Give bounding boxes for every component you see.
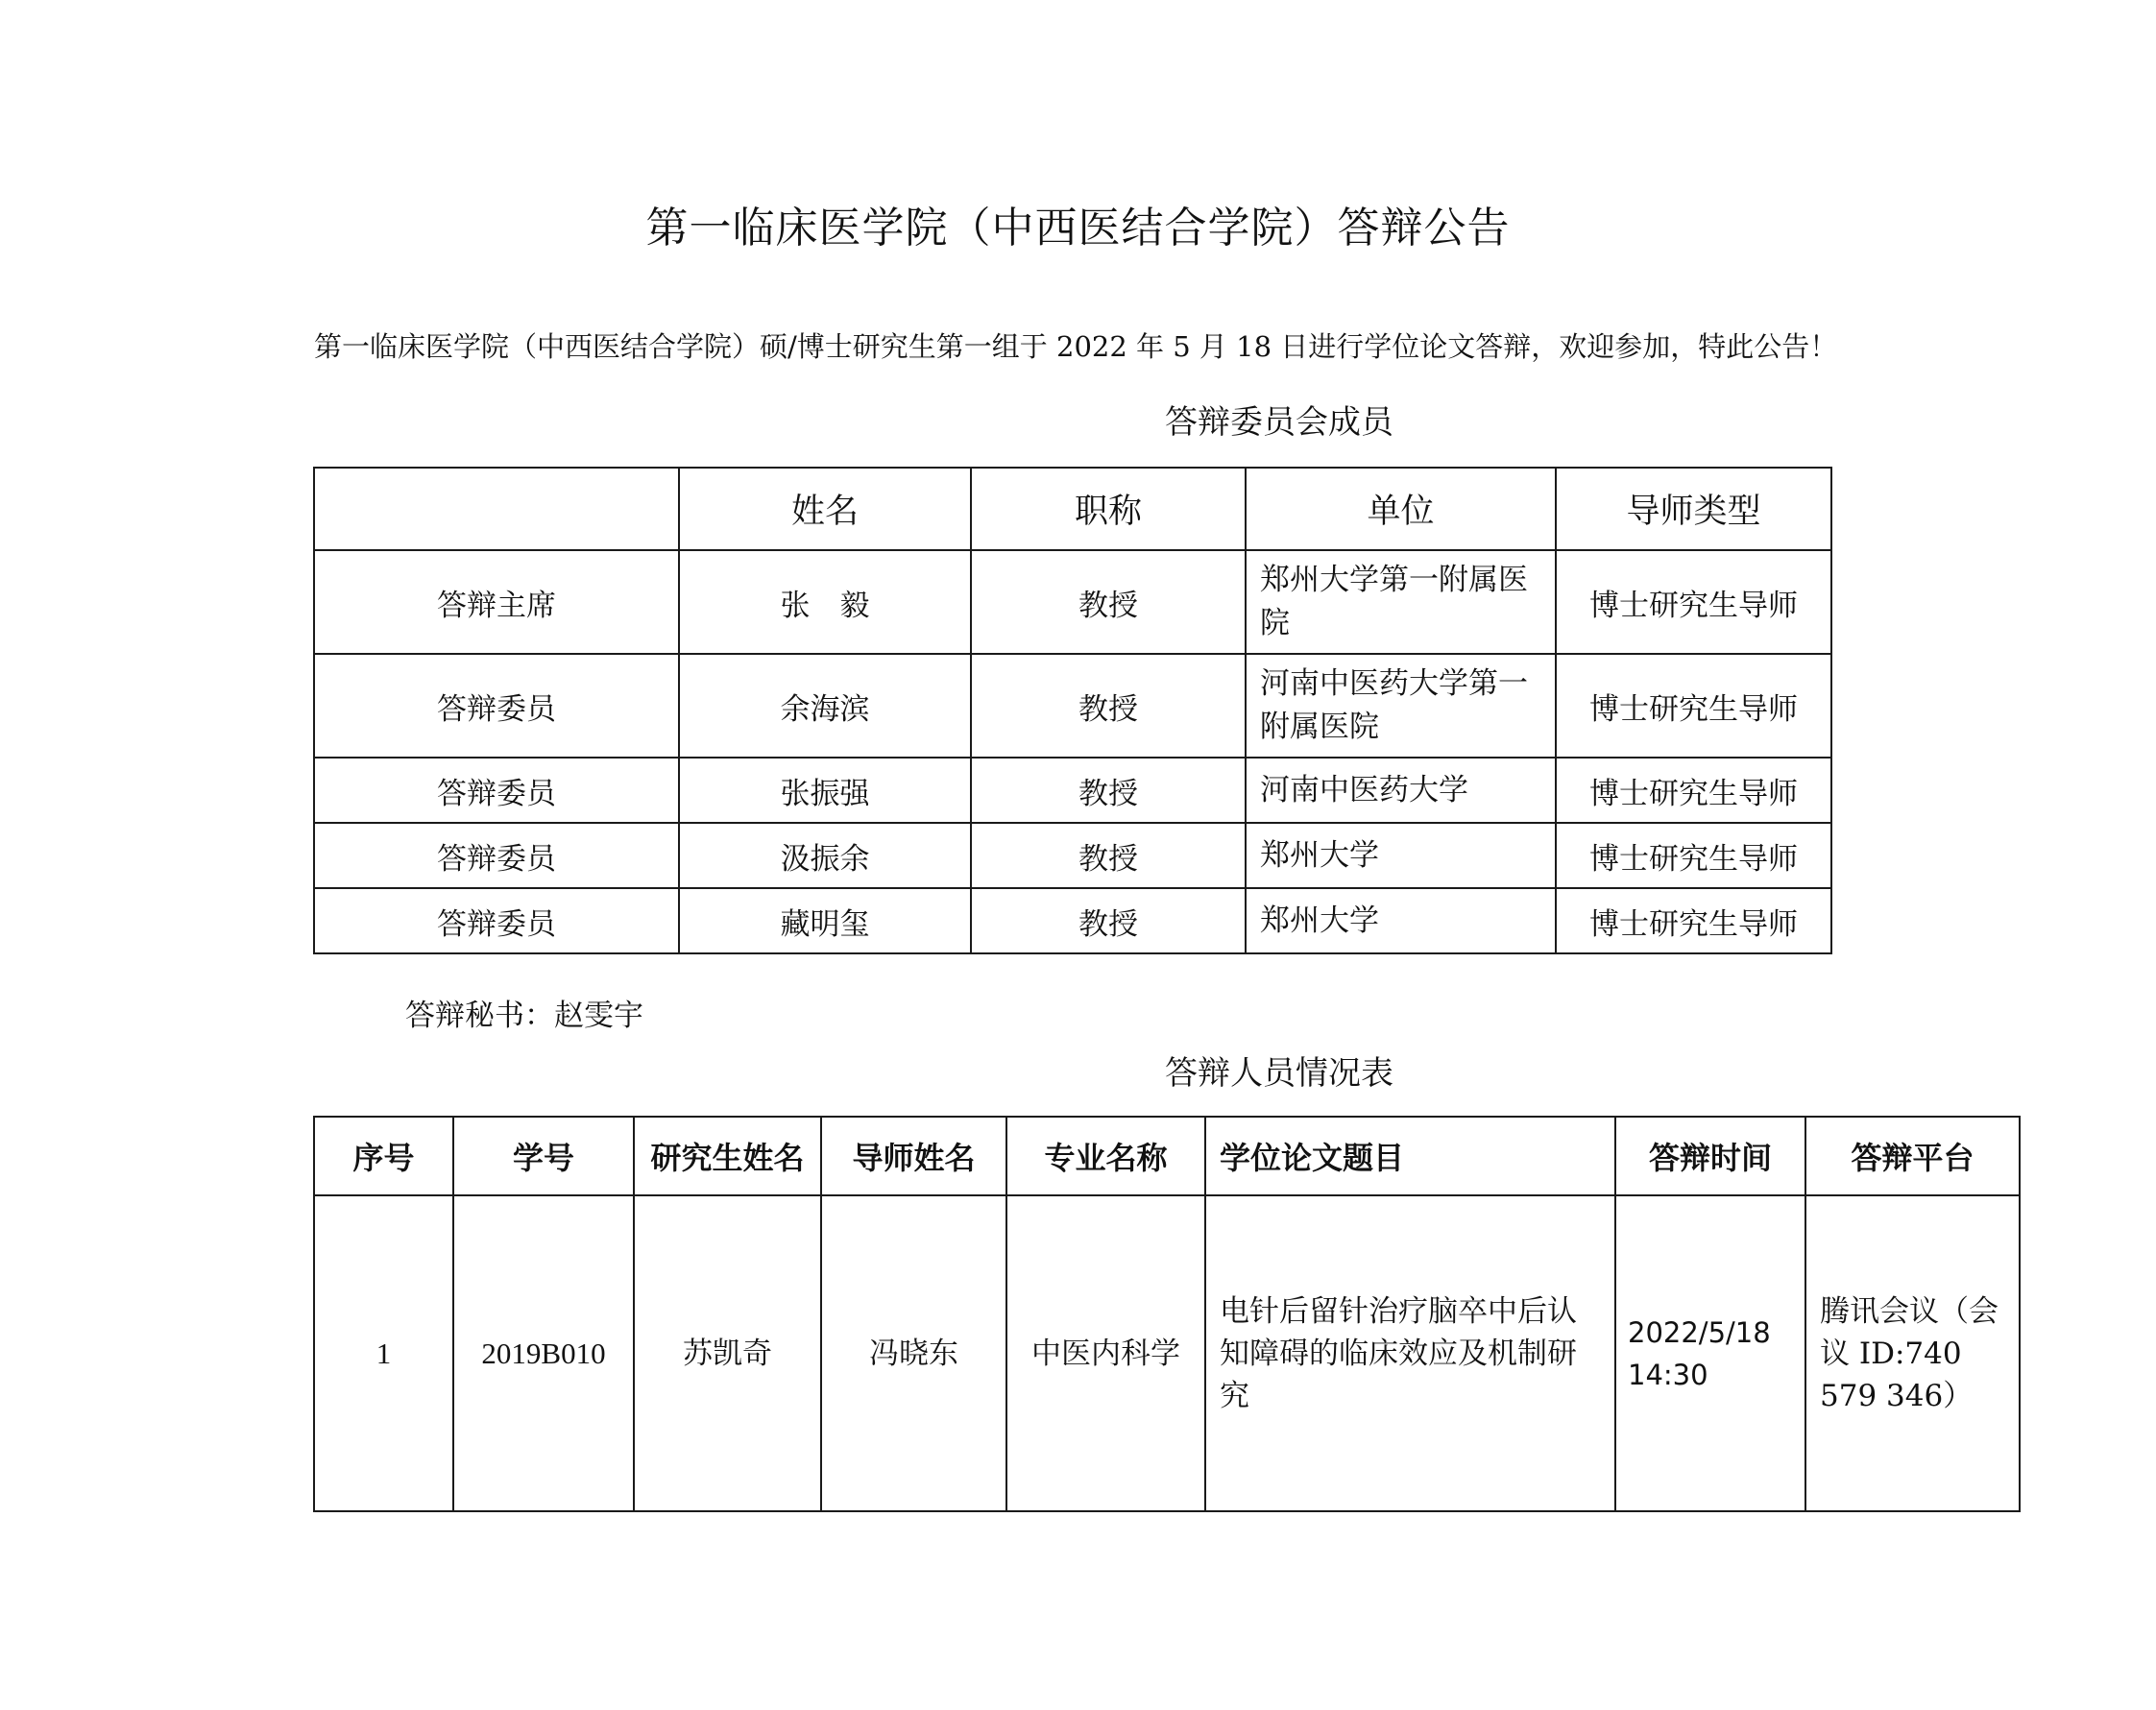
committee-member-advisor-type: 博士研究生导师: [1556, 823, 1831, 888]
committee-member-unit: 河南中医药大学第一附属医院: [1246, 654, 1556, 758]
committee-member-name: 藏明玺: [679, 888, 971, 953]
committee-member-unit: 河南中医药大学: [1246, 758, 1556, 823]
committee-member-unit: 郑州大学: [1246, 888, 1556, 953]
committee-member-advisor-type: 博士研究生导师: [1556, 758, 1831, 823]
committee-role: 答辩委员: [314, 888, 679, 953]
students-header-time: 答辩时间: [1615, 1117, 1805, 1195]
students-table: [313, 1116, 2021, 1512]
committee-member-unit: 郑州大学: [1246, 823, 1556, 888]
committee-member-title: 教授: [971, 654, 1246, 758]
student-index: 1: [314, 1195, 453, 1511]
committee-row: [314, 550, 1831, 654]
committee-row: [314, 654, 1831, 758]
students-header-major: 专业名称: [1006, 1117, 1205, 1195]
committee-member-name: 张振强: [679, 758, 971, 823]
students-header-row: [314, 1117, 2020, 1195]
committee-member-advisor-type: 博士研究生导师: [1556, 550, 1831, 654]
committee-role: 答辩主席: [314, 550, 679, 654]
committee-row: [314, 758, 1831, 823]
committee-header-title: 职称: [971, 468, 1246, 550]
committee-member-title: 教授: [971, 888, 1246, 953]
committee-role: 答辩委员: [314, 758, 679, 823]
committee-member-advisor-type: 博士研究生导师: [1556, 654, 1831, 758]
students-header-student-name: 研究生姓名: [634, 1117, 821, 1195]
students-header-platform: 答辩平台: [1805, 1117, 2020, 1195]
committee-member-title: 教授: [971, 823, 1246, 888]
committee-header-role: [314, 468, 679, 550]
students-header-student-id: 学号: [453, 1117, 634, 1195]
committee-member-name: 张 毅: [679, 550, 971, 654]
committee-role: 答辩委员: [314, 823, 679, 888]
defense-platform: 腾讯会议（会议 ID:740 579 346）: [1805, 1195, 2020, 1511]
student-id: 2019B010: [453, 1195, 634, 1511]
committee-header-advisor-type: 导师类型: [1556, 468, 1831, 550]
committee-row: [314, 823, 1831, 888]
committee-member-unit: 郑州大学第一附属医院: [1246, 550, 1556, 654]
committee-header-name: 姓名: [679, 468, 971, 550]
committee-table: [313, 467, 1832, 954]
committee-header-unit: 单位: [1246, 468, 1556, 550]
committee-member-title: 教授: [971, 758, 1246, 823]
defense-time: 2022/5/18 14:30: [1615, 1195, 1805, 1511]
student-advisor: 冯晓东: [821, 1195, 1006, 1511]
committee-member-name: 汲振余: [679, 823, 971, 888]
committee-member-advisor-type: 博士研究生导师: [1556, 888, 1831, 953]
student-major: 中医内科学: [1006, 1195, 1205, 1511]
student-name: 苏凯奇: [634, 1195, 821, 1511]
students-header-index: 序号: [314, 1117, 453, 1195]
students-row: [314, 1195, 2020, 1511]
students-header-advisor: 导师姓名: [821, 1117, 1006, 1195]
committee-member-title: 教授: [971, 550, 1246, 654]
committee-row: [314, 888, 1831, 953]
committee-role: 答辩委员: [314, 654, 679, 758]
page-title: 第一临床医学院（中西医结合学院）答辩公告: [645, 204, 1511, 253]
students-header-thesis: 学位论文题目: [1205, 1117, 1615, 1195]
committee-member-name: 余海滨: [679, 654, 971, 758]
committee-header-row: [314, 468, 1831, 550]
student-thesis-title: 电针后留针治疗脑卒中后认知障碍的临床效应及机制研究: [1205, 1195, 1615, 1511]
announcement-text: 第一临床医学院（中西医结合学院）硕/博士研究生第一组于 2022 年 5 月 18 日进行学位论文答辩，欢迎参加，特此公告！: [314, 330, 1838, 363]
defense-secretary: 答辩秘书：赵雯宇: [405, 999, 643, 1033]
